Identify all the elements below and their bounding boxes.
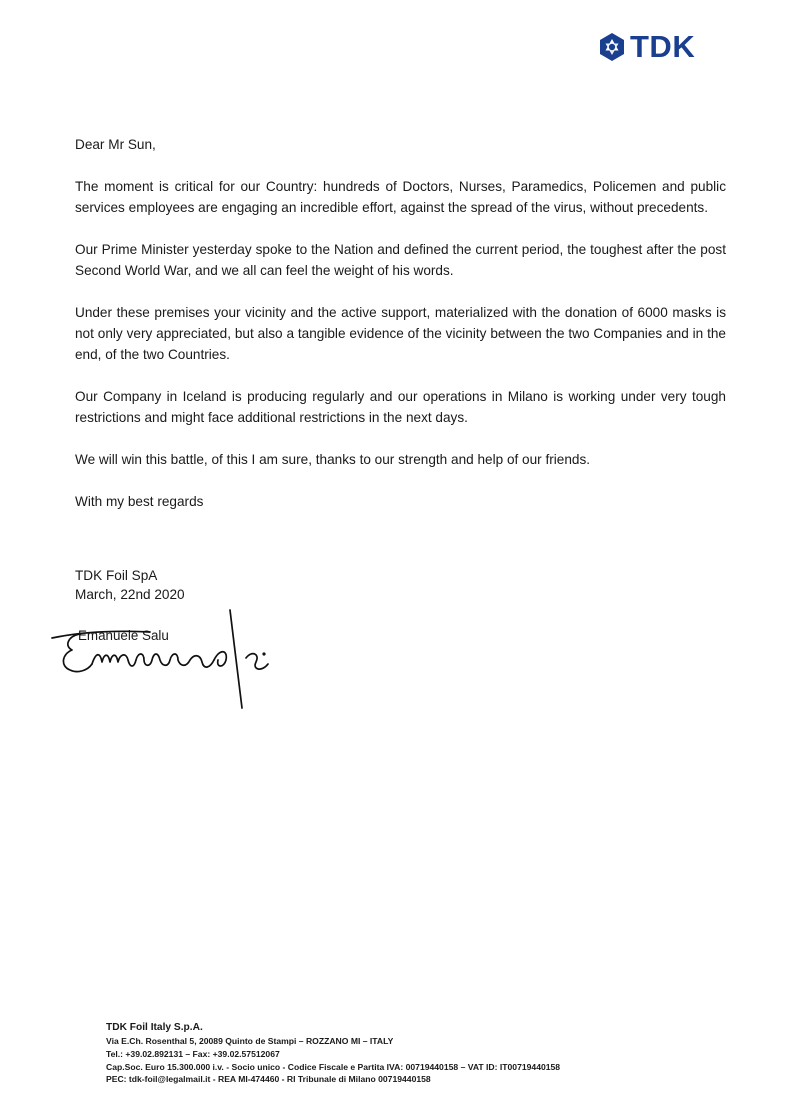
paragraph-4: Our Company in Iceland is producing regularly and our operations in Milano is working under very tough restrictions and might face additional restrictions in the next days. [75,389,726,425]
paragraph-3: Under these premises your vicinity and the active support, materialized with the donation of 6000 masks is not only very appreciated, but also a tangible evidence of the vicinity between the two Companies and in the end, of the two Countries. [75,305,726,362]
paragraph-2: Our Prime Minister yesterday spoke to the Nation and defined the current period, the toughest after the post Second World War, and we all can feel the weight of his words. [75,242,726,278]
paragraph-5: We will win this battle, of this I am sure, thanks to our strength and help of our friends. [75,452,591,467]
letter-body [75,134,726,512]
footer-phone: Tel.: +39.02.892131 – Fax: +39.02.57512067 [106,1048,280,1059]
letterhead-footer [106,1021,560,1086]
handwritten-signature-icon [40,602,275,712]
closing: With my best regards [75,494,204,509]
paragraph-1: The moment is critical for our Country: hundreds of Doctors, Nurses, Paramedics, Policemen and public services employees are engaging an incredible effort, against the spread of the virus, without precedents. [75,179,726,215]
sender-block [75,566,185,604]
footer-company: TDK Foil Italy S.p.A. [106,1022,203,1033]
footer-capital: Cap.Soc. Euro 15.300.000 i.v. - Socio unico - Codice Fiscale e Partita IVA: 00719440158 – VAT ID: IT00719440158 [106,1061,561,1072]
footer-address: Via E.Ch. Rosenthal 5, 20089 Quinto de Stampi – ROZZANO MI – ITALY [106,1036,394,1046]
signatory-name: Emanuele Salu [78,628,169,643]
company-logo [597,29,696,64]
letter-date: March, 22nd 2020 [75,587,185,602]
tdk-logo-mark-icon [597,32,627,62]
salutation: Dear Mr Sun, [75,137,156,152]
logo-text: TDK [630,29,696,64]
footer-pec: PEC: tdk-foil@legalmail.it - REA MI-474460 - RI Tribunale di Milano 00719440158 [106,1074,431,1085]
sender-company: TDK Foil SpA [75,568,158,583]
